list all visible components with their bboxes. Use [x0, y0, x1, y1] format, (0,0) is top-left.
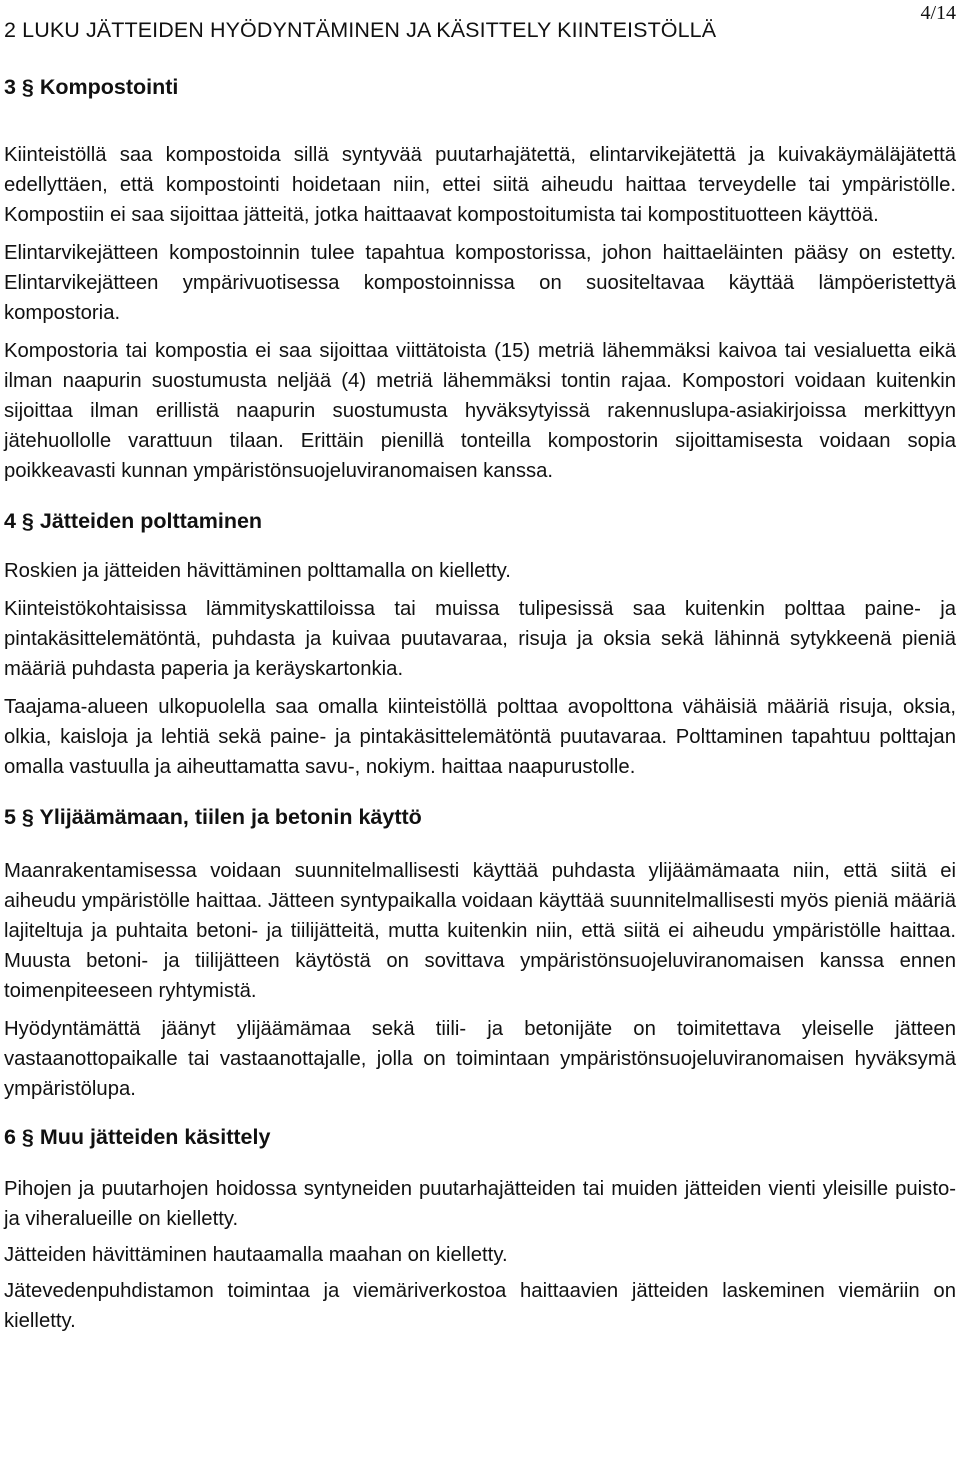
- paragraph: Elintarvikejätteen kompostoinnin tulee tapahtua kompostorissa, johon haittaeläinten pääsy on estetty. Elintarvikejätteen ympärivuotisessa kompostoinnissa on suositeltavaa käyttää lämpöeristettyä kompostoria.: [4, 242, 956, 324]
- paragraph: Kiinteistöllä saa kompostoida sillä syntyvää puutarhajätettä, elintarvikejätettä ja kuivakäymäläjätettä edellyttäen, että kompostointi hoidetaan niin, ettei siitä aiheudu haittaa terveydelle tai ympäristölle. Kompostiin ei saa sijoittaa jätteitä, jotka haittaavat kompostoitumista tai kompostituotteen käyttöä.: [4, 144, 956, 226]
- section-6: [4, 1122, 956, 1336]
- paragraph: Taajama-alueen ulkopuolella saa omalla kiinteistöllä polttaa avopolttona vähäisiä määriä risuja, oksia, olkia, kaisloja ja lehtiä sekä paine- ja pintakäsittelemätöntä puutavaraa. Polttaminen tapahtuu polttajan omalla vastuulla ja aiheuttamatta savu-, nokiym. haittaa naapurustolle.: [4, 696, 956, 778]
- paragraph: Jätteiden hävittäminen hautaamalla maahan on kielletty.: [4, 1244, 508, 1266]
- paragraph: Pihojen ja puutarhojen hoidossa syntyneiden puutarhajätteiden tai muiden jätteiden vienti yleisille puisto- ja viheralueille on kielletty.: [4, 1178, 956, 1230]
- paragraph: Maanrakentamisessa voidaan suunnitelmallisesti käyttää puhdasta ylijäämämaata niin, että siitä ei aiheudu ympäristölle haittaa. Jätteen syntypaikalla voidaan käyttää suunnitelmallisesti myös pieniä määriä lajiteltuja ja puhtaita betoni- ja tiilijätteitä, mutta kuitenkin niin, että siitä ei aiheudu ympäristölle haittaa. Muusta betoni- ja tiilijätteen käytöstä on sovittava ympäristönsuojeluviranomaisen kanssa ennen toimenpiteeseen ryhtymistä.: [4, 860, 956, 1002]
- paragraph: Kompostoria tai kompostia ei saa sijoittaa viittätoista (15) metriä lähemmäksi kaivoa tai vesialuetta eikä ilman naapurin suostumusta neljää (4) metriä lähemmäksi tontin rajaa. Kompostori voidaan kuitenkin sijoittaa ilman erillistä naapurin suostumusta hyväksytyissä rakennuslupa-asiakirjoissa merkittyyn jätehuollolle varattuun tilaan. Erittäin pienillä tonteilla kompostorin sijoittamisesta voidaan sopia poikkeavasti kunnan ympäristönsuojeluviranomaisen kanssa.: [4, 340, 956, 482]
- section-heading: 6 § Muu jätteiden käsittely: [4, 1125, 271, 1149]
- section-heading: 5 § Ylijäämämaan, tiilen ja betonin käyttö: [4, 805, 422, 829]
- section-3: [4, 72, 956, 486]
- section-heading: 3 § Kompostointi: [4, 75, 179, 99]
- section-5: [4, 802, 956, 1104]
- paragraph: Kiinteistökohtaisissa lämmityskattiloissa tai muissa tulipesissä saa kuitenkin polttaa paine- ja pintakäsittelemätöntä, puhdasta ja kuivaa puutavaraa, risuja ja oksia sekä lähinnä sytykkeenä pieniä määriä puhdasta paperia ja keräyskartonkia.: [4, 598, 956, 680]
- paragraph: Hyödyntämättä jäänyt ylijäämämaa sekä tiili- ja betonijäte on toimitettava yleiselle jätteen vastaanottopaikalle tai vastaanottajalle, jolla on toimintaan ympäristönsuojeluviranomaisen hyväksymä ympäristölupa.: [4, 1018, 956, 1100]
- section-4: [4, 506, 956, 782]
- section-heading: 4 § Jätteiden polttaminen: [4, 509, 263, 533]
- chapter-title: 2 LUKU JÄTTEIDEN HYÖDYNTÄMINEN JA KÄSITTELY KIINTEISTÖLLÄ: [4, 18, 717, 42]
- paragraph: Roskien ja jätteiden hävittäminen polttamalla on kielletty.: [4, 560, 511, 582]
- document-body: [4, 68, 956, 1336]
- paragraph: Jätevedenpuhdistamon toimintaa ja viemäriverkostoa haittaavien jätteiden laskeminen viemäriin on kielletty.: [4, 1280, 956, 1332]
- page-number: 4/14: [920, 2, 956, 24]
